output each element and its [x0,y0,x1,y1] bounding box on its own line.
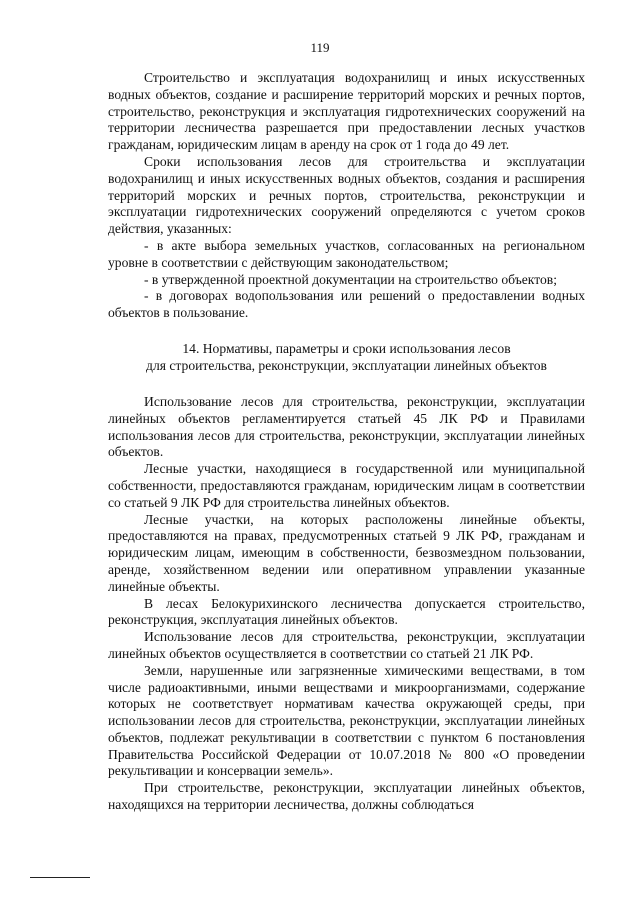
section-heading [108,340,585,374]
list-item-water-use-agreements: - в договорах водопользования или решений о предоставлении водных объектов в пользование. [108,288,585,321]
footnote-divider [30,877,90,878]
paragraph-belokurikha-forestry: В лесах Белокурихинского лесничества допускается строительство, реконструкция, эксплуатация линейных объектов. [108,595,585,628]
paragraph-state-land-plots: Лесные участки, находящиеся в государственной или муниципальной собственности, предоставляются гражданам, юридическим лицам в соответствии со статьей 9 ЛК РФ для строительства линейных объектов. [108,461,585,510]
page-content [108,70,585,814]
paragraph-linear-objects-regulation: Использование лесов для строительства, реконструкции, эксплуатации линейных объектов регламентируется статьей 45 ЛК РФ и Правилами использования лесов для строительства, реконструкции, эксплуатации линейных объектов. [108,393,585,460]
paragraph-article-21: Использование лесов для строительства, реконструкции, эксплуатации линейных объектов осуществляется в соответствии со статьей 21 ЛК РФ. [108,629,585,661]
list-item-land-selection-act: - в акте выбора земельных участков, согласованных на региональном уровне в соответствии с действующим законодательством; [108,237,585,270]
paragraph-usage-terms: Сроки использования лесов для строительства и эксплуатации водохранилищ и иных искусственных водных объектов, создания и расширения территорий морских и речных портов, строительства, реконструкции и эксплуатации гидротехнических сооружений определяются с учетом сроков действия, указанных: [108,153,585,237]
page-number: 119 [310,40,330,55]
section-heading-line-2: для строительства, реконструкции, эксплуатации линейных объектов [146,357,547,373]
section-heading-line-1: 14. Нормативы, параметры и сроки использования лесов [182,340,511,356]
paragraph-land-plots-rights: Лесные участки, на которых расположены линейные объекты, предоставляются на правах, предусмотренных статьей 9 ЛК РФ, гражданам и юридическим лицам, имеющим в собственности, безвозмездном пользовании, аренде, хозяйственном ведении или оперативном управлении указанные линейные объекты. [108,511,585,594]
paragraph-construction-compliance: При строительстве, реконструкции, эксплуатации линейных объектов, находящихся на территории лесничества, должны соблюдаться [108,780,585,813]
paragraph-construction-reservoirs: Строительство и эксплуатация водохранилищ и иных искусственных водных объектов, создание и расширение территорий морских и речных портов, строительство, реконструкция и эксплуатация гидротехнических сооружений на территории лесничества разрешается при предоставлении лесных участков гражданам, юридическим лицам в аренду на срок от 1 года до 49 лет. [108,70,585,153]
paragraph-recultivation: Земли, нарушенные или загрязненные химическими веществами, в том числе радиоактивными, иными веществами и микроорганизмами, содержание которых не соответствует нормативам качества окружающей среды, при использовании лесов для строительства, реконструкции, эксплуатации линейных объектов, подлежат рекультивации в соответствии с пунктом 6 постановления Правительства Российской Федерации от 10.07.2018 № 800 «О проведении рекультивации и консервации земель». [108,662,585,779]
list-item-project-documentation: - в утвержденной проектной документации на строительство объектов; [144,271,557,287]
